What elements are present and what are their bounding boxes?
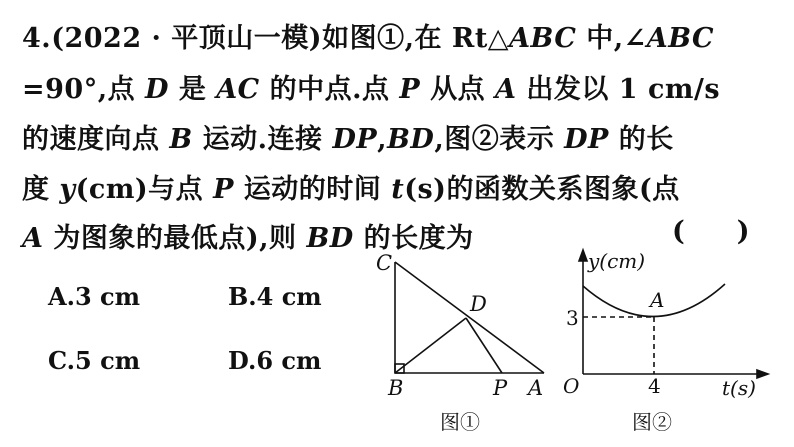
math-variable: DP: [332, 124, 378, 155]
y-tick-label: 3: [566, 306, 579, 330]
text-segment: 的长: [608, 124, 674, 155]
text-segment: ,: [377, 124, 388, 155]
text-segment: =90°,点: [22, 74, 145, 105]
option-b[interactable]: B.4 cm: [228, 282, 322, 311]
text-segment: 的速度向点: [22, 124, 170, 155]
text-segment: 运动的时间: [233, 174, 392, 205]
label-c: C: [376, 251, 393, 275]
bracket-open: (: [672, 216, 685, 247]
origin-label: O: [563, 374, 580, 398]
math-variable: t: [391, 174, 405, 205]
option-d[interactable]: D.6 cm: [228, 346, 322, 375]
math-variable: BD: [306, 223, 354, 254]
text-segment: ,图②表示: [434, 124, 565, 155]
problem-number: 4.: [22, 23, 52, 54]
math-variable: P: [399, 74, 421, 105]
text-segment: 为图象的最低点),则: [43, 223, 307, 254]
math-variable: P: [213, 174, 234, 205]
y-axis-label: y(cm): [588, 249, 646, 273]
math-variable: A: [22, 223, 44, 254]
segment-dp: [466, 318, 502, 373]
text-segment: (s)的函数关系图象(点: [404, 174, 680, 205]
problem-source: (2022 · 平顶山一模): [51, 23, 323, 54]
label-a: A: [528, 376, 544, 400]
bracket-close: ): [736, 216, 750, 247]
text-segment: 的长度为: [353, 223, 474, 254]
text-segment: 运动.连接: [192, 124, 333, 155]
text-segment: 的中点.点: [259, 74, 400, 105]
figure-1-caption: 图①: [440, 410, 480, 434]
math-variable: A: [495, 74, 517, 105]
x-tick-label: 4: [648, 374, 661, 398]
x-axis-label: t(s): [722, 376, 756, 400]
label-b: B: [388, 376, 404, 400]
math-variable: D: [145, 74, 169, 105]
math-variable: DP: [564, 124, 609, 155]
math-variable: BD: [387, 124, 435, 155]
point-a-label: A: [650, 288, 665, 312]
label-d: D: [470, 292, 487, 316]
math-variable: ABC: [646, 23, 715, 54]
text-segment: 出发以 1 cm/s: [516, 74, 721, 105]
segment-bd: [395, 318, 466, 373]
text-segment: 是: [168, 74, 217, 105]
option-c[interactable]: C.5 cm: [48, 346, 141, 375]
math-variable: B: [169, 124, 193, 155]
text-segment: 从点: [420, 74, 496, 105]
figure-2-caption: 图②: [632, 410, 672, 434]
text-segment: (cm)与点: [75, 174, 214, 205]
text-segment: 度: [22, 174, 60, 205]
label-p: P: [493, 376, 508, 400]
y-axis-arrow: [579, 250, 587, 261]
x-axis-arrow: [757, 370, 768, 378]
text-segment: 如图①,在 Rt△: [322, 23, 510, 54]
math-variable: y: [59, 174, 76, 205]
figure-1: [395, 262, 544, 373]
text-segment: 中,∠: [576, 23, 647, 54]
math-variable: AC: [216, 74, 260, 105]
math-variable: ABC: [509, 23, 577, 54]
option-a[interactable]: A.3 cm: [48, 282, 141, 311]
